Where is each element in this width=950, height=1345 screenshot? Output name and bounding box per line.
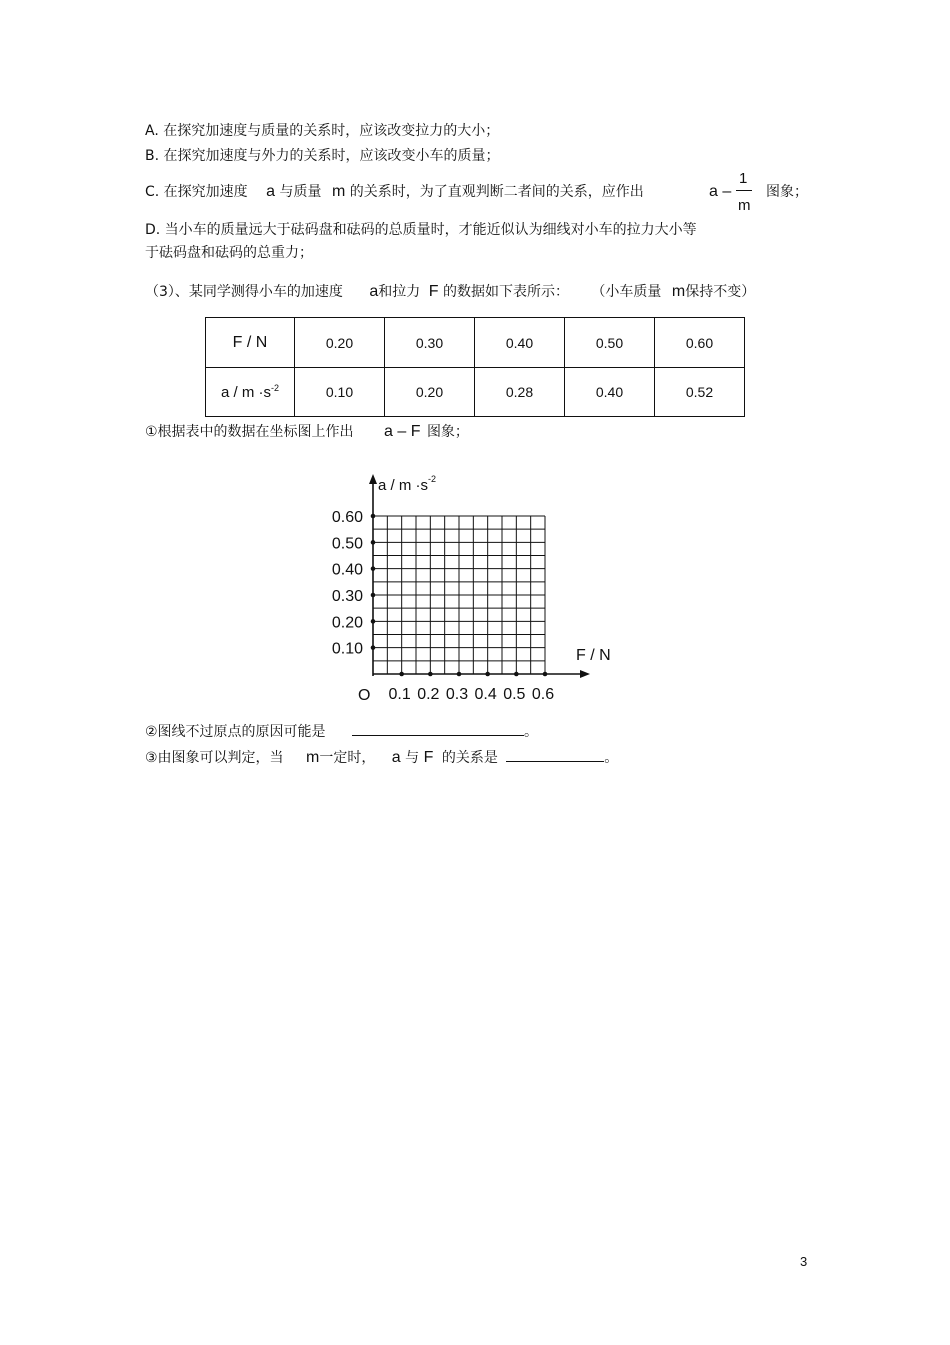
y-tick-label: 0.50 bbox=[331, 535, 363, 553]
fraction-denominator: m bbox=[738, 197, 751, 214]
table-row-force bbox=[206, 318, 745, 368]
table-header-force: F / N bbox=[206, 318, 295, 368]
question-2-text: ②图线不过原点的原因可能是 bbox=[145, 724, 326, 740]
x-tick-dot bbox=[428, 672, 433, 677]
option-a: A. 在探究加速度与质量的关系时，应该改变拉力的大小； bbox=[145, 123, 500, 139]
table-cell: 0.10 bbox=[295, 368, 385, 417]
table-cell: 0.30 bbox=[385, 318, 475, 368]
table-cell: 0.52 bbox=[655, 368, 745, 417]
question-3-text-b: 一定时， bbox=[319, 750, 376, 766]
var-f: F bbox=[428, 283, 439, 300]
table-cell: 0.20 bbox=[385, 368, 475, 417]
origin-label: O bbox=[358, 687, 371, 704]
question-1-text-a: ①根据表中的数据在坐标图上作出 bbox=[145, 424, 354, 440]
option-c-mid1: 与质量 bbox=[279, 184, 322, 200]
x-tick-label: 0.3 bbox=[445, 686, 469, 703]
x-tick-dot bbox=[399, 672, 404, 677]
var-a: a bbox=[369, 283, 379, 300]
data-table bbox=[205, 317, 745, 417]
coordinate-grid bbox=[300, 460, 640, 710]
option-c-prefix: C. 在探究加速度 bbox=[145, 184, 248, 200]
question-1-text-b: 图象； bbox=[426, 424, 469, 440]
option-d-line2: 于砝码盘和砝码的总重力； bbox=[145, 245, 313, 261]
var-m: m bbox=[306, 749, 320, 766]
y-tick-label: 0.10 bbox=[331, 640, 363, 658]
x-tick-label: 0.6 bbox=[531, 686, 555, 703]
var-m: m bbox=[671, 283, 686, 300]
option-c bbox=[145, 183, 644, 201]
y-tick-dot bbox=[371, 645, 376, 650]
y-tick-label: 0.30 bbox=[331, 588, 363, 605]
y-tick-dot bbox=[371, 593, 376, 598]
var-a: a bbox=[391, 749, 401, 766]
question-3-text-a: ③由图象可以判定，当 bbox=[145, 750, 284, 766]
question-3-end: 。 bbox=[604, 750, 619, 766]
table-cell: 0.60 bbox=[655, 318, 745, 368]
table-header-acceleration bbox=[206, 368, 295, 417]
part3-intro-b: 和拉力 bbox=[378, 284, 421, 300]
x-tick-label: 0.2 bbox=[417, 686, 440, 703]
fraction-numerator: 1 bbox=[739, 170, 748, 187]
grid-lines bbox=[373, 516, 545, 674]
var-f: F bbox=[423, 749, 434, 766]
x-tick-dot bbox=[514, 672, 519, 677]
option-c-expr: a – bbox=[709, 183, 732, 200]
question-2-end: 。 bbox=[524, 724, 539, 740]
y-tick-label: 0.60 bbox=[331, 509, 363, 526]
x-tick-labels bbox=[389, 686, 555, 703]
option-b: B. 在探究加速度与外力的关系时，应该改变小车的质量； bbox=[145, 148, 500, 164]
x-axis-label: F / N bbox=[576, 647, 611, 664]
x-tick-label: 0.4 bbox=[474, 686, 497, 703]
page-number: 3 bbox=[800, 1254, 808, 1269]
part3-intro-a: （3）、某同学测得小车的加速度 bbox=[145, 284, 343, 300]
option-d-line1: D. 当小车的质量远大于砝码盘和砝码的总质量时，才能近似认为细线对小车的拉力大小等 bbox=[145, 222, 697, 238]
table-cell: 0.50 bbox=[565, 318, 655, 368]
expr-a-f: a – F bbox=[384, 423, 421, 440]
y-tick-dot bbox=[371, 540, 376, 545]
question-1 bbox=[145, 423, 469, 441]
answer-blank-3[interactable] bbox=[506, 747, 604, 762]
y-axis-label: $a / m \cdot s^{-2}$ bbox=[378, 474, 437, 494]
answer-blank-2[interactable] bbox=[352, 721, 524, 736]
x-tick-dot bbox=[485, 672, 490, 677]
table-header-acceleration-sup: -2 bbox=[271, 383, 280, 393]
y-tick-dot bbox=[371, 514, 376, 519]
question-2 bbox=[145, 721, 538, 741]
table-cell: 0.40 bbox=[565, 368, 655, 417]
question-3 bbox=[145, 747, 618, 767]
y-tick-label: 0.40 bbox=[331, 561, 363, 579]
x-tick-label: 0.1 bbox=[388, 686, 411, 703]
question-3-text-d: 的关系是 bbox=[441, 750, 498, 766]
option-c-mid2: 的关系时，为了直观判断二者间的关系，应作出 bbox=[349, 184, 644, 200]
table-cell: 0.28 bbox=[475, 368, 565, 417]
part3-note-b: 保持不变） bbox=[685, 284, 756, 300]
table-cell: 0.20 bbox=[295, 318, 385, 368]
part3-intro bbox=[145, 283, 755, 301]
question-3-text-c: 与 bbox=[405, 750, 420, 766]
y-tick-dot bbox=[371, 619, 376, 624]
x-axis-arrow bbox=[580, 670, 590, 678]
y-tick-dot bbox=[371, 566, 376, 571]
var-a: a bbox=[266, 183, 276, 200]
fraction-bar bbox=[736, 190, 752, 191]
part3-intro-c: 的数据如下表所示： bbox=[442, 284, 569, 300]
x-tick-dot bbox=[543, 672, 548, 677]
x-tick-dot bbox=[457, 672, 462, 677]
y-tick-label: 0.20 bbox=[331, 614, 363, 632]
x-tick-label: 0.5 bbox=[503, 686, 526, 703]
option-c-suffix: 图象； bbox=[766, 184, 808, 200]
var-m: m bbox=[331, 183, 346, 200]
part3-note-a: （小车质量 bbox=[591, 284, 662, 300]
y-tick-labels bbox=[332, 509, 363, 658]
y-axis-arrow bbox=[369, 474, 377, 484]
table-header-acceleration-text: a / m ·s bbox=[220, 384, 271, 401]
table-row-acceleration bbox=[206, 368, 745, 417]
table-cell: 0.40 bbox=[475, 318, 565, 368]
